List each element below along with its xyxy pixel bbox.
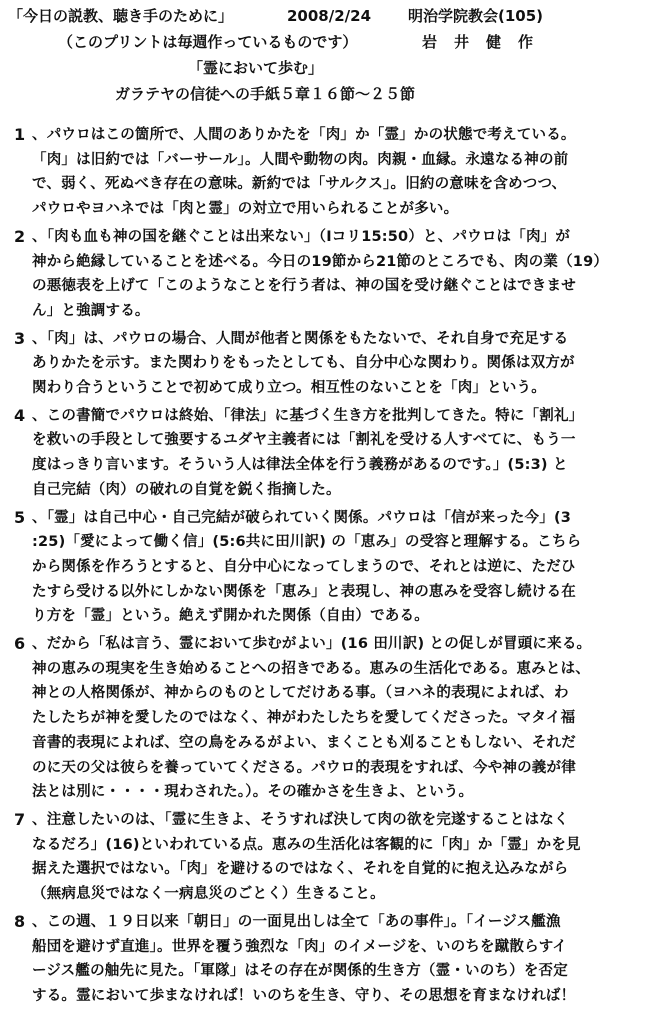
point-text-line: 自己完結（肉）の破れの自覚を鋭く指摘した。 xyxy=(32,481,341,498)
point-text-line: 、この週、１９日以来「朝日」の一面見出しは全て「あの事件」。「イージス艦漁 xyxy=(32,913,561,930)
point-text-line: する。霊において歩まなければ！いのちを生き、守り、その思想を育まなければ！ xyxy=(32,987,576,1004)
point-text-line: 神の恵みの現実を生き始めることへの招きである。恵みの生活化である。恵みとは、 xyxy=(32,660,591,677)
point-text-line: 音書的表現によれば、空の鳥をみるがよい、まくことも刈ることもしない、それだ xyxy=(32,734,576,751)
point-text-line: たしたちが神を愛したのではなく、神がわたしたちを愛してくださった。マタイ福 xyxy=(32,710,576,727)
numbered-point xyxy=(14,910,636,1009)
point-text-line: なるだろ」(16)といわれている点。恵みの生活化は客観的に「肉」か「霊」かを見 xyxy=(32,836,581,853)
numbered-point xyxy=(14,506,636,630)
point-text-line: で、弱く、死ぬべき存在の意味。新約では「サルクス」。旧約の意味を含めつつ、 xyxy=(32,176,567,193)
numbered-point xyxy=(14,327,636,401)
point-text-line: 度はっきり言います。そういう人は律法全体を行う義務があるのです。」(5:3) と xyxy=(32,457,568,474)
point-text-line: 、「肉も血も神の国を継ぐことは出来ない」（Ⅰコリ15:50）と、パウロは「肉」が xyxy=(32,228,571,245)
church-name: 明治学院教会(105) xyxy=(408,7,544,25)
point-text-line: 法とは別に・・・・現わされた。）。その確かさを生きよ、という。 xyxy=(32,784,474,801)
numbered-points xyxy=(14,123,636,1012)
point-text-line: を救いの手段として強要するユダヤ主義者には「割礼を受ける人すべてに、もう一 xyxy=(32,432,576,449)
point-text-line: り方を「霊」という。絶えず開かれた関係（自由）である。 xyxy=(32,608,429,625)
point-number: 7 xyxy=(14,809,26,829)
author-name: 岩 井 健 作 xyxy=(422,33,535,51)
point-text-line: 関わり合うということで初めて成り立つ。相互性のないことを「肉」という。 xyxy=(32,380,546,397)
point-text-line: から関係を作ろうとすると、自分中心になってしまうので、それとは逆に、ただひ xyxy=(32,558,576,575)
point-text-line: ありかたを示す。また関わりをもったとしても、自分中心な関わり。関係は双方が xyxy=(32,355,575,372)
point-text-line: ージス艦の舳先に見た。「軍隊」はその存在が関係的生き方（霊・いのち）を否定 xyxy=(32,963,568,980)
point-text-line: ん」と強調する。 xyxy=(32,302,150,319)
point-text-line: たすら受ける以外にしかない関係を「恵み」と表現し、神の恵みを受容し続ける在 xyxy=(32,583,576,600)
point-text-line: 神から絶縁していることを述べる。今日の19節から21節のところでも、肉の業（19） xyxy=(32,253,609,270)
numbered-point xyxy=(14,404,636,503)
point-number: 4 xyxy=(14,405,26,425)
point-number: 8 xyxy=(14,911,26,931)
scripture-reference: ガラテヤの信徒への手紙５章１６節～２５節 xyxy=(115,85,416,103)
point-text-line: 、「肉」は、パウロの場合、人間が他者と関係をもたないで、それ自身で充足する xyxy=(32,330,569,347)
point-number: 2 xyxy=(14,226,26,246)
point-number: 3 xyxy=(14,328,26,348)
numbered-point xyxy=(14,632,636,805)
point-text-line: 、パウロはこの箇所で、人間のありかたを「肉」か「霊」かの状態で考えている。 xyxy=(32,127,576,143)
numbered-point xyxy=(14,123,636,222)
numbered-point xyxy=(14,225,636,324)
weekly-note: （このプリントは毎週作っているものです） xyxy=(58,33,358,51)
point-text-line: 、注意したいのは、「霊に生きよ、そうすれば決して肉の欲を完遂することはなく xyxy=(32,811,569,828)
point-text-line: 、「霊」は自己中心・自己完結が破られていく関係。パウロは「信が来った今」(3 xyxy=(32,509,572,526)
point-text-line: :25)「愛によって働く信」(5:6共に田川訳) の「恵み」の受容と理解する。こちら xyxy=(32,534,582,551)
point-text-line: パウロやヨハネでは「肉と霊」の対立で用いられることが多い。 xyxy=(32,201,459,218)
point-number: 5 xyxy=(14,507,26,527)
point-text-line: のに天の父は彼らを養っていてくださる。パウロ的表現をすれば、今や神の義が律 xyxy=(32,759,576,776)
point-text-line: 神との人格関係が、神からのものとしてだけある事。（ヨハネ的表現によれば、わ xyxy=(32,685,569,702)
sermon-title: 「霊において歩む」 xyxy=(188,59,324,77)
point-text-line: 、この書簡でパウロは終始、「律法」に基づく生き方を批判してきた。特に「割礼」 xyxy=(32,407,584,424)
numbered-point xyxy=(14,808,636,907)
point-number: 6 xyxy=(14,634,26,654)
point-text-line: 船団を避けず直進」。世界を覆う強烈な「肉」のイメージを、いのちを蹴散らすイ xyxy=(32,938,567,955)
handout-title: 「今日の説教、聴き手のために」 xyxy=(8,7,234,25)
point-text-line: （無病息災ではなく一病息災のごとく）生きること。 xyxy=(32,886,385,903)
point-text-line: の悪徳表を上げて「このようなことを行う者は、神の国を受け継ぐことはできませ xyxy=(32,278,576,295)
point-text-line: 「肉」は旧約では「バーサール」。人間や動物の肉。肉親・血縁。永遠なる神の前 xyxy=(32,151,569,168)
sermon-date: 2008/2/24 xyxy=(287,7,372,25)
point-text-line: 据えた選択ではない。「肉」を避けるのではなく、それを自覚的に抱え込みながら xyxy=(32,861,569,878)
point-number: 1 xyxy=(14,125,26,144)
point-text-line: 、だから「私は言う、霊において歩むがよい」(16 田川訳) との促しが冒頭に来る。 xyxy=(32,636,592,653)
